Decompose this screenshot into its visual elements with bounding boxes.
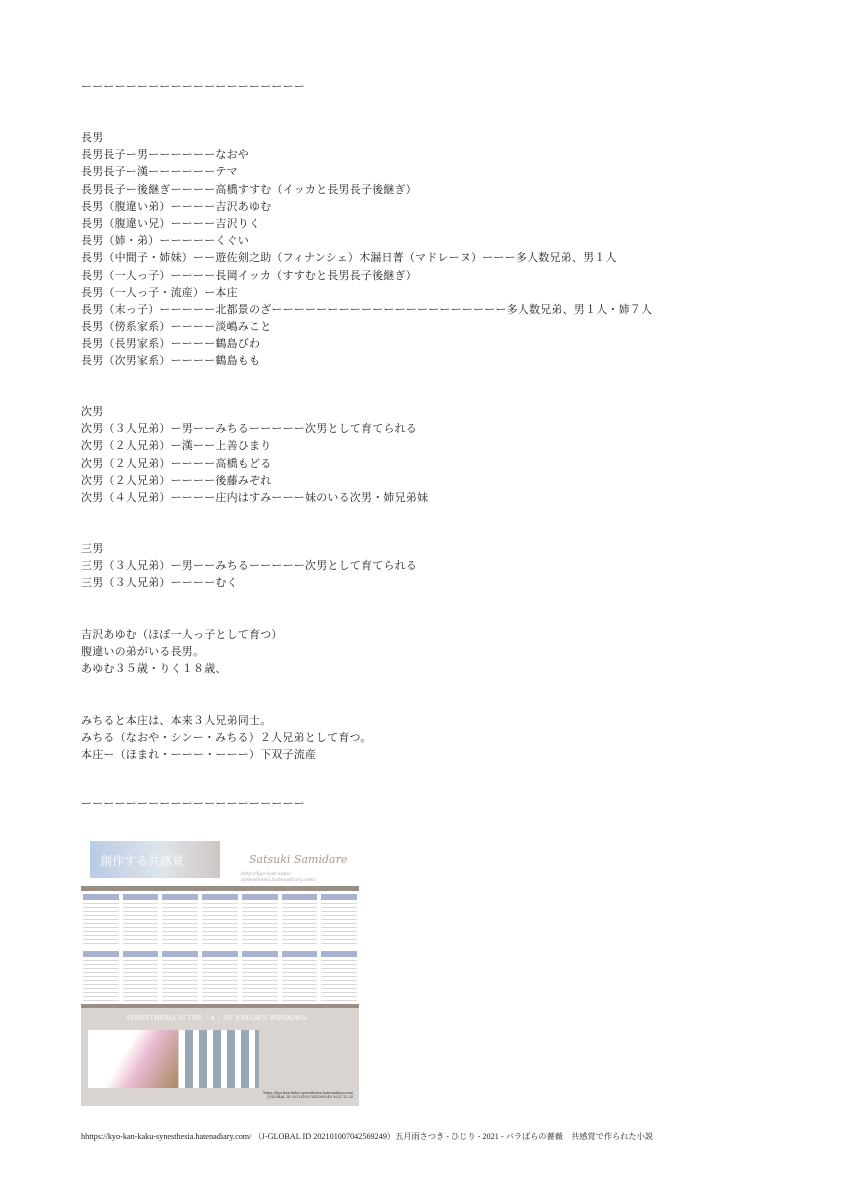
heading: 次男: [81, 405, 104, 418]
paragraph-line: あゆむ３５歳・りく１８歳、: [81, 662, 227, 676]
signature: Satsuki Samidare: [249, 853, 348, 866]
blossom-photo: [88, 1030, 178, 1088]
list-item: 三男（３人兄弟）ーーーーむく: [81, 576, 238, 590]
list-item: 長男（一人っ子・流産）ー本庄: [81, 285, 238, 299]
list-item: 長男（一人っ子）ーーーー長岡イッカ（すすむと長男長子後継ぎ）: [81, 268, 417, 282]
poster-lower: [81, 1008, 359, 1106]
heading: 長男: [81, 131, 104, 144]
list-item: 次男（２人兄弟）ーーーー後藤みぞれ: [81, 473, 272, 487]
banner-photo: [90, 841, 220, 878]
list-item: 長男長子ー男ーーーーーーなおや: [81, 148, 249, 162]
list-item: 長男（傍系家系）ーーーー淡嶋みこと: [81, 320, 272, 334]
divider-band: [81, 886, 359, 891]
page-thumbnails: [83, 894, 357, 1004]
list-item: 次男（３人兄弟）ー男ーーみちるーーーーー次男として育てられる: [81, 422, 417, 436]
collage-photo: [179, 1030, 259, 1088]
poster-url: https://kyo-kan-kaku-synesthesia.hatenadiary.com/: [263, 1091, 353, 1095]
list-item: 長男（腹違い弟）ーーーー吉沢あゆむ: [81, 199, 272, 213]
section-yoshizawa: [81, 626, 283, 678]
signature-url: http://kyo-kan-kaku-synesthesia.hatenadiary.com/: [241, 871, 316, 883]
poster-id: J-GLOBAL ID 202101007042569249 2021.12.20: [267, 1095, 353, 1099]
list-item: 長男（腹違い兄）ーーーー吉沢りく: [81, 216, 261, 230]
heading: 三男: [81, 542, 104, 555]
section-jinan: [81, 403, 428, 506]
list-item: 次男（２人兄弟）ー漢ーー上善ひまり: [81, 439, 272, 453]
section-sannan: [81, 540, 417, 592]
section-chounan: [81, 129, 652, 370]
paragraph-line: 腹違いの弟がいる長男。: [81, 645, 205, 659]
separator-bottom: ーーーーーーーーーーーーーーーーーーーー: [81, 797, 305, 810]
section-michiru: [81, 712, 371, 764]
list-item: 長男長子ー漢ーーーーーーテマ: [81, 165, 238, 179]
page-footer: hhttps://kyo-kan-kaku-synesthesia.hatenadiary.com/ （J-GLOBAL ID 202101007042569249）五月雨さつき - ひじり - 2021 - バラばらの薔薇 共感覚で作られた小説: [81, 1132, 654, 1141]
list-item: 長男（次男家系）ーーーー鶴島もも: [81, 354, 261, 368]
list-item: 次男（４人兄弟）ーーーー庄内はすみーーー妹のいる次男・姉兄弟妹: [81, 490, 429, 504]
list-item: 長男（姉・弟）ーーーーーくぐい: [81, 234, 249, 248]
paragraph-line: みちる（なおや・シンー・みちる）２人兄弟として育つ。: [81, 731, 372, 745]
list-item: 長男長子ー後継ぎーーーー高橋すすむ（イッカと長男長子後継ぎ）: [81, 182, 417, 196]
list-item: 三男（３人兄弟）ー男ーーみちるーーーーー次男として育てられる: [81, 559, 417, 573]
tagline: SYNESTHESIA IS THE「 4 」OF JOHARI'S WINDOWS.: [126, 1014, 308, 1022]
paragraph-line: 本庄ー（ほまれ・ーーー・ーーー）下双子流産: [81, 748, 317, 762]
paragraph-line: 吉沢あゆむ（ほぼ一人っ子として育つ）: [81, 628, 283, 641]
list-item: 長男（末っ子）ーーーーー北都景のざーーーーーーーーーーーーーーーーーーーーー多人数兄弟、男１人・姉７人: [81, 302, 653, 316]
paragraph-line: みちると本庄は、本来３人兄弟同士。: [81, 714, 272, 727]
list-item: 長男（長男家系）ーーーー鶴島びわ: [81, 337, 261, 351]
separator-top: ーーーーーーーーーーーーーーーーーーーー: [81, 80, 305, 93]
banner-title: 創作する共感覚: [100, 854, 185, 868]
poster-credit: [263, 1091, 353, 1099]
list-item: 長男（中間子・姉妹）ーー遊佐剣之助（フィナンシェ）木漏日菁（マドレーヌ）ーーー多人数兄弟、男１人: [81, 251, 617, 265]
list-item: 次男（２人兄弟）ーーーー高橋もどる: [81, 456, 272, 470]
poster-image: [81, 838, 359, 1106]
